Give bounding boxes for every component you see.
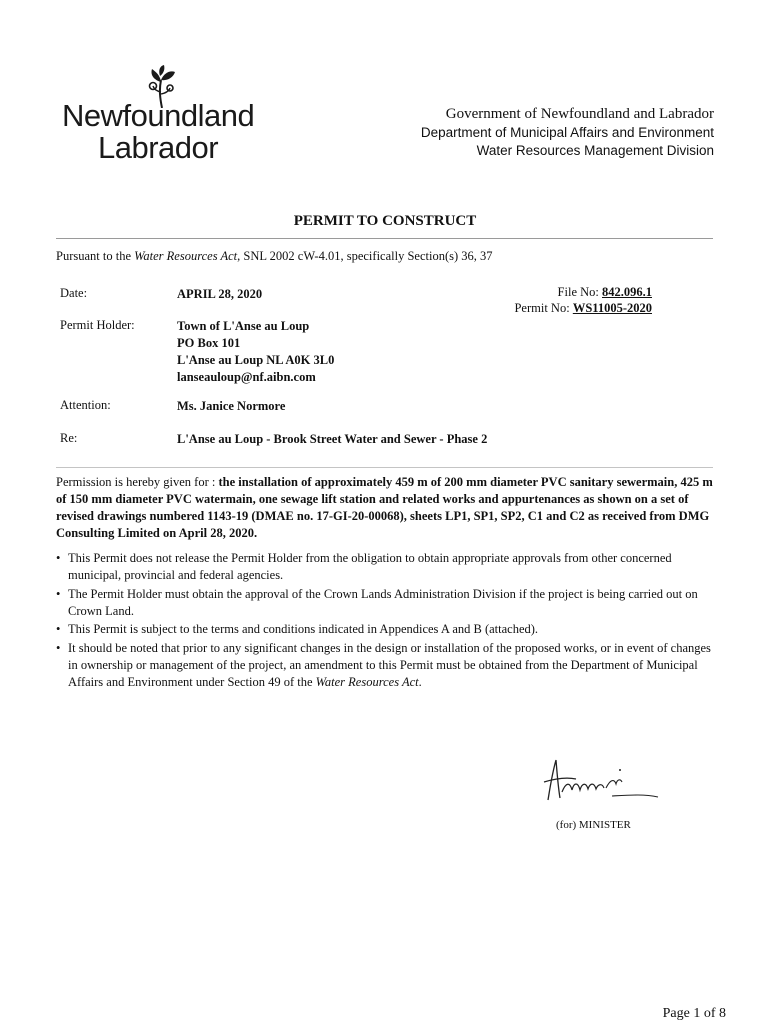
permit-number-row	[514, 300, 652, 316]
file-info-block	[514, 284, 652, 316]
pursuant-statement	[56, 249, 493, 264]
file-number-row	[514, 284, 652, 300]
minister-signature	[540, 752, 668, 810]
pursuant-suffix: , SNL 2002 cW-4.01, specifically Section(s) 36, 37	[237, 249, 493, 263]
file-number-value: 842.096.1	[602, 285, 652, 299]
permit-holder-name: Town of L'Anse au Loup	[177, 319, 310, 333]
condition-item	[56, 640, 718, 691]
government-name: Government of Newfoundland and Labrador	[445, 106, 714, 122]
condition-item: • This Permit does not release the Permit Holder from the obligation to obtain appropriate approvals from other concerned municipal, provincial and federal agencies.	[56, 550, 718, 584]
condition-suffix: .	[418, 674, 422, 689]
logo-wordmark-line1: Newfoundland	[62, 98, 255, 133]
permit-holder-po-box: PO Box 101	[177, 336, 241, 350]
pursuant-act-name: Water Resources Act	[134, 249, 238, 263]
condition-act-name: Water Resources Act	[315, 674, 419, 689]
permit-holder-label: Permit Holder:	[60, 318, 135, 332]
permit-holder-email: lanseauloup@nf.aibn.com	[177, 370, 316, 384]
permit-holder-address	[177, 318, 334, 386]
logo-wordmark-line2: Labrador	[98, 130, 219, 165]
newfoundland-labrador-logo	[62, 64, 258, 166]
permit-number-value: WS11005-2020	[572, 301, 652, 315]
condition-item: • This Permit is subject to the terms and conditions indicated in Appendices A and B (attached).	[56, 621, 718, 638]
re-label: Re:	[60, 431, 78, 445]
permission-description: the installation of approximately 459 m of 200 mm diameter PVC sanitary sewermain, 425 m of 150 mm diameter PVC watermain, one sewage lift station and related works and appurtenances as shown on a set of revised drawings numbered 1143-19 (DMAE no. 17-GI-20-00068), sheets LP1, SP1, SP2, C1 and C2 as received from DMG Consulting Limited on April 28, 2020.	[56, 475, 713, 540]
permit-number-label: Permit No:	[514, 301, 573, 315]
permit-holder-city: L'Anse au Loup NL A0K 3L0	[177, 353, 335, 367]
attention-value: Ms. Janice Normore	[177, 399, 286, 413]
signature-caption: (for) MINISTER	[556, 819, 631, 831]
page-number: Page 1 of 8	[662, 1006, 726, 1021]
date-label: Date:	[60, 286, 88, 300]
title-divider	[56, 238, 713, 239]
pursuant-prefix: Pursuant to the	[56, 249, 135, 263]
document-title: PERMIT TO CONSTRUCT	[293, 213, 477, 229]
condition-item: • The Permit Holder must obtain the approval of the Crown Lands Administration Division if the project is being carried out on Crown Land.	[56, 586, 718, 620]
date-value: APRIL 28, 2020	[177, 287, 263, 301]
section-divider	[56, 467, 713, 468]
attention-label: Attention:	[60, 398, 111, 412]
condition-prefix: It should be noted that prior to any significant changes in the design or installation of the proposed works, or in event of changes in ownership or management of the project, an amendment to this Permit must be obtained from the Department of Municipal Affairs and Environment under Section 49 of the	[68, 640, 711, 689]
permission-intro: Permission is hereby given for :	[56, 475, 219, 489]
department-name: Department of Municipal Affairs and Environment	[420, 125, 714, 140]
permission-paragraph	[56, 474, 718, 542]
file-number-label: File No:	[557, 285, 602, 299]
conditions-list	[56, 550, 718, 692]
re-value: L'Anse au Loup - Brook Street Water and Sewer - Phase 2	[177, 432, 488, 446]
division-name: Water Resources Management Division	[476, 143, 714, 158]
